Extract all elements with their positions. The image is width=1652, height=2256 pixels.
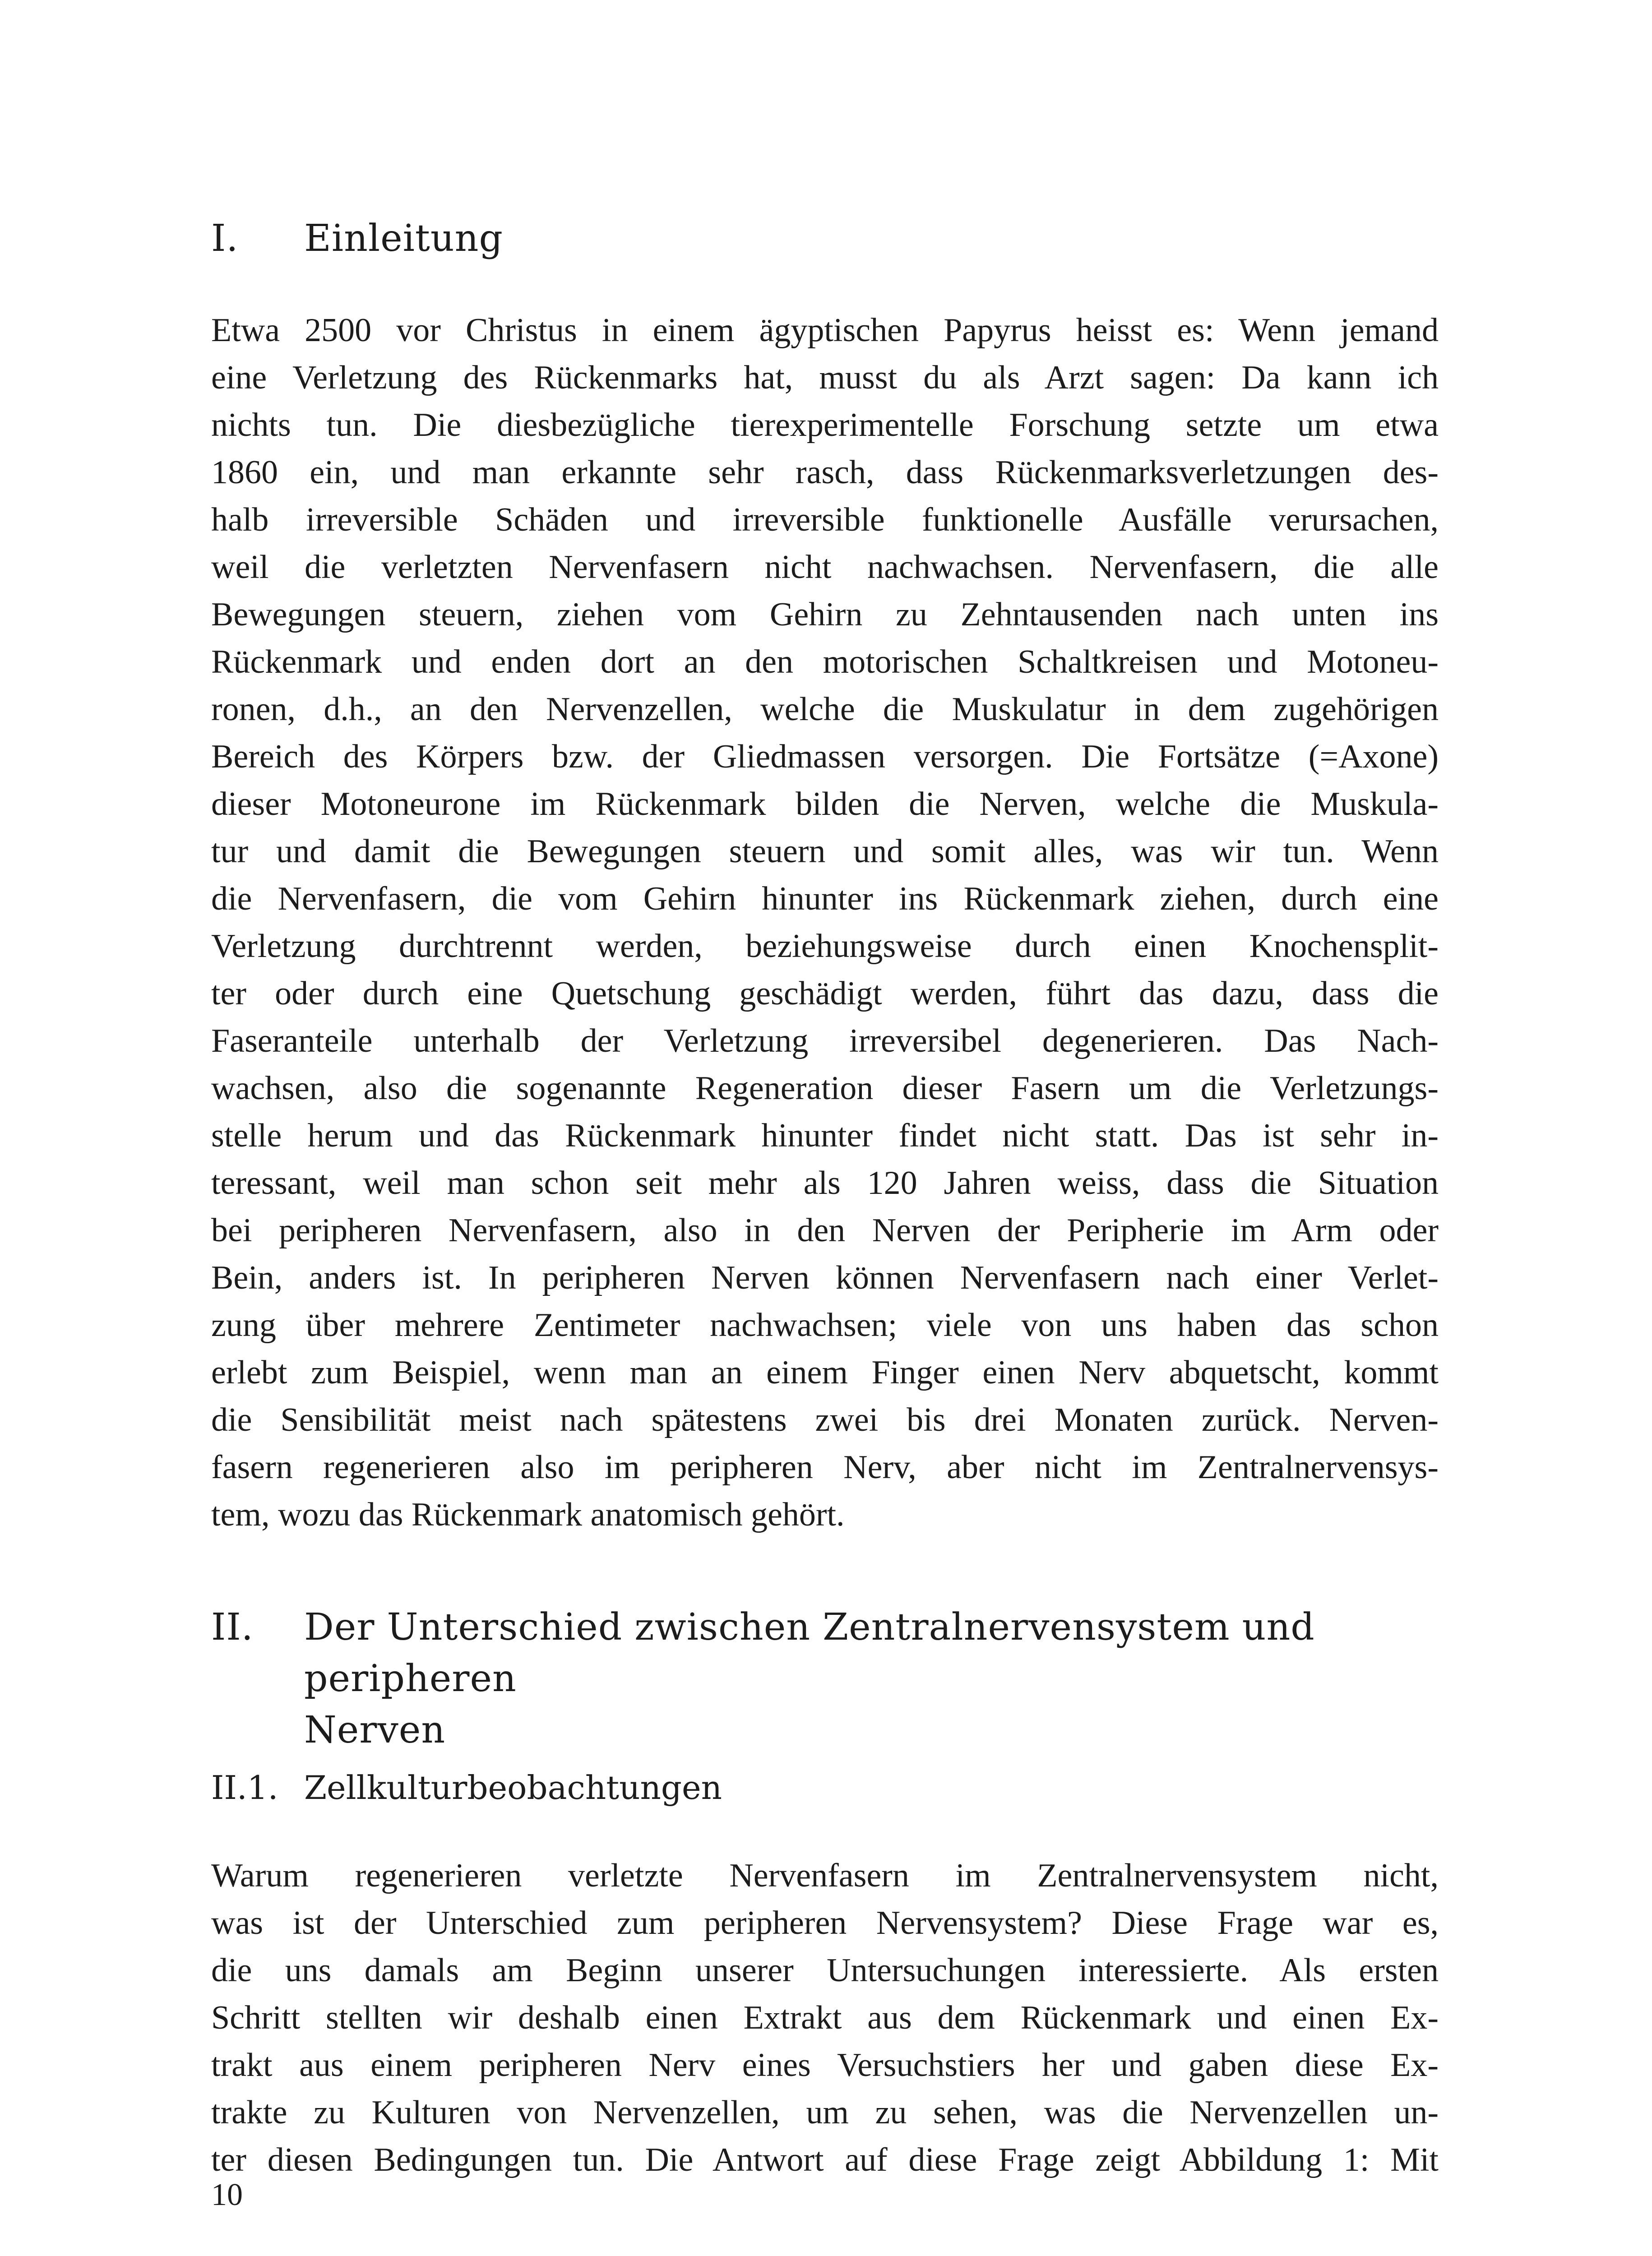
text-line: Bereich des Körpers bzw. der Gliedmassen versorgen. Die Fortsätze (=Axone) <box>211 738 1439 775</box>
text-line: wachsen, also die sogenannte Regeneration dieser Fasern um die Verletzungs- <box>211 1070 1439 1107</box>
page-number: 10 <box>211 2177 243 2212</box>
subsection-number: II.1. <box>211 1769 278 1807</box>
text-line: erlebt zum Beispiel, wenn man an einem Finger einen Nerv abquetscht, kommt <box>211 1354 1439 1391</box>
text-line: Faseranteile unterhalb der Verletzung irreversibel degenerieren. Das Nach- <box>211 1022 1439 1059</box>
text-line: die Sensibilität meist nach spätestens zwei bis drei Monaten zurück. Nerven- <box>211 1401 1439 1438</box>
text-line: Rückenmark und enden dort an den motorischen Schaltkreisen und Motoneu- <box>211 643 1439 680</box>
text-line: bei peripheren Nervenfasern, also in den Nerven der Peripherie im Arm oder <box>211 1212 1439 1249</box>
text-line: die Nervenfasern, die vom Gehirn hinunter ins Rückenmark ziehen, durch eine <box>211 880 1439 917</box>
section-title: Einleitung <box>304 217 503 260</box>
text-line: dieser Motoneurone im Rückenmark bilden die Nerven, welche die Muskula- <box>211 786 1439 823</box>
text-line: Bewegungen steuern, ziehen vom Gehirn zu Zehntausenden nach unten ins <box>211 596 1439 633</box>
text-line: trakt aus einem peripheren Nerv eines Versuchstiers her und gaben diese Ex- <box>211 2047 1439 2084</box>
section-heading-2 <box>211 1602 1486 1756</box>
text-line: Warum regenerieren verletzte Nervenfasern im Zentralnervensystem nicht, <box>211 1857 1439 1894</box>
subsection-title: Zellkulturbeobachtungen <box>304 1769 722 1807</box>
text-line: halb irreversible Schäden und irreversible funktionelle Ausfälle verursachen, <box>211 501 1439 538</box>
text-line: fasern regenerieren also im peripheren Nerv, aber nicht im Zentralnervensys- <box>211 1449 1439 1486</box>
text-line: tur und damit die Bewegungen steuern und somit alles, was wir tun. Wenn <box>211 833 1439 870</box>
paragraph-cell-culture <box>211 1852 1439 2184</box>
text-line: ter diesen Bedingungen tun. Die Antwort auf diese Frage zeigt Abbildung 1: Mit <box>211 2141 1439 2178</box>
text-line: ter oder durch eine Quetschung geschädigt werden, führt das dazu, dass die <box>211 975 1439 1012</box>
paragraph-intro <box>211 307 1439 1539</box>
text-line: Schritt stellten wir deshalb einen Extrakt aus dem Rückenmark und einen Ex- <box>211 1999 1439 2036</box>
text-line: 1860 ein, und man erkannte sehr rasch, dass Rückenmarksverletzungen des- <box>211 454 1439 491</box>
text-line: weil die verletzten Nervenfasern nicht nachwachsen. Nervenfasern, die alle <box>211 549 1439 586</box>
section-title-line: Der Unterschied zwischen Zentralnervensystem und peripheren <box>304 1606 1315 1700</box>
text-line: tem, wozu das Rückenmark anatomisch gehört. <box>211 1496 845 1533</box>
section-number: II. <box>211 1606 254 1649</box>
text-line: eine Verletzung des Rückenmarks hat, musst du als Arzt sagen: Da kann ich <box>211 359 1439 396</box>
text-line: nichts tun. Die diesbezügliche tierexperimentelle Forschung setzte um etwa <box>211 407 1439 444</box>
text-line: die uns damals am Beginn unserer Untersuchungen interessierte. Als ersten <box>211 1952 1439 1989</box>
text-line: trakte zu Kulturen von Nervenzellen, um zu sehen, was die Nervenzellen un- <box>211 2094 1439 2131</box>
section-title-line: Nerven <box>304 1709 446 1752</box>
text-line: stelle herum und das Rückenmark hinunter findet nicht statt. Das ist sehr in- <box>211 1117 1439 1154</box>
text-line: Bein, anders ist. In peripheren Nerven können Nervenfasern nach einer Verlet- <box>211 1259 1439 1296</box>
text-line: was ist der Unterschied zum peripheren Nervensystem? Diese Frage war es, <box>211 1905 1439 1942</box>
text-line: teressant, weil man schon seit mehr als 120 Jahren weiss, dass die Situation <box>211 1165 1439 1202</box>
subsection-heading <box>211 1765 722 1810</box>
section-number: I. <box>211 217 239 260</box>
section-heading-1 <box>211 213 1486 264</box>
text-line: ronen, d.h., an den Nervenzellen, welche die Muskulatur in dem zugehörigen <box>211 691 1439 728</box>
text-line: Etwa 2500 vor Christus in einem ägyptischen Papyrus heisst es: Wenn jemand <box>211 312 1439 349</box>
text-line: Verletzung durchtrennt werden, beziehungsweise durch einen Knochensplit- <box>211 928 1439 965</box>
text-line: zung über mehrere Zentimeter nachwachsen; viele von uns haben das schon <box>211 1307 1439 1344</box>
